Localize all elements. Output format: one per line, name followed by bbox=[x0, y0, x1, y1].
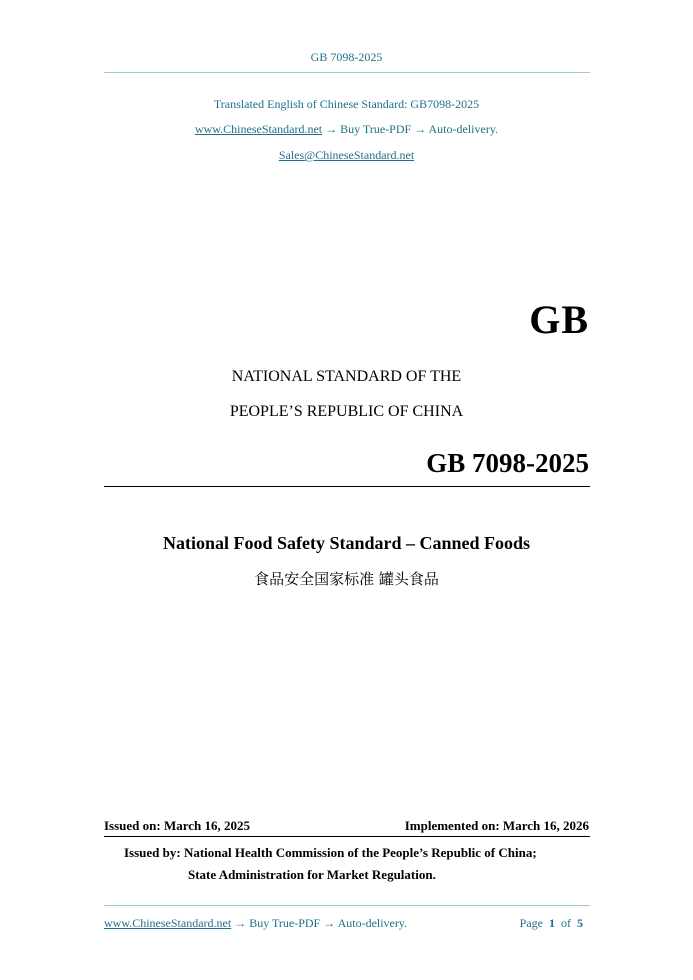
implemented-on-date: Implemented on: March 16, 2026 bbox=[404, 818, 589, 833]
buy-text: → Buy True-PDF → Auto-delivery. bbox=[322, 122, 499, 136]
footer-site-link[interactable]: www.ChineseStandard.net bbox=[104, 916, 232, 930]
header-title: GB 7098-2025 bbox=[310, 50, 383, 64]
page-current: 1 bbox=[549, 916, 555, 930]
page-of: of bbox=[561, 916, 571, 930]
document-title-chinese: 食品安全国家标准 罐头食品 bbox=[254, 570, 439, 588]
national-standard-line-2: PEOPLE’S REPUBLIC OF CHINA bbox=[229, 403, 464, 420]
promo-translation-line: Translated English of Chinese Standard: GB7098-2025 bbox=[213, 97, 480, 111]
promo-email-line bbox=[0, 148, 693, 163]
page-total: 5 bbox=[577, 916, 583, 930]
footer-buy-text: → Buy True-PDF → Auto-delivery. bbox=[231, 916, 408, 930]
document-title-english: National Food Safety Standard – Canned Foods bbox=[162, 533, 531, 553]
standard-number: GB 7098-2025 bbox=[426, 448, 589, 478]
promo-buy-line bbox=[0, 122, 693, 137]
page-indicator bbox=[520, 916, 583, 931]
header-divider bbox=[104, 72, 590, 73]
footer-links bbox=[104, 916, 407, 931]
issued-on-date: Issued on: March 16, 2025 bbox=[104, 818, 251, 833]
issued-by-line-2: State Administration for Market Regulation. bbox=[188, 867, 436, 882]
dates-divider bbox=[104, 836, 590, 837]
national-standard-line-1: NATIONAL STANDARD OF THE bbox=[231, 368, 462, 385]
email-link[interactable]: Sales@ChineseStandard.net bbox=[278, 148, 415, 162]
issued-by-line-1: Issued by: National Health Commission of the People’s Republic of China; bbox=[124, 845, 537, 860]
gb-logo-mark: GB bbox=[529, 297, 589, 342]
site-link[interactable]: www.ChineseStandard.net bbox=[194, 122, 323, 136]
page-label: Page bbox=[519, 916, 543, 930]
standard-number-divider bbox=[104, 486, 590, 487]
footer-divider bbox=[104, 905, 590, 906]
